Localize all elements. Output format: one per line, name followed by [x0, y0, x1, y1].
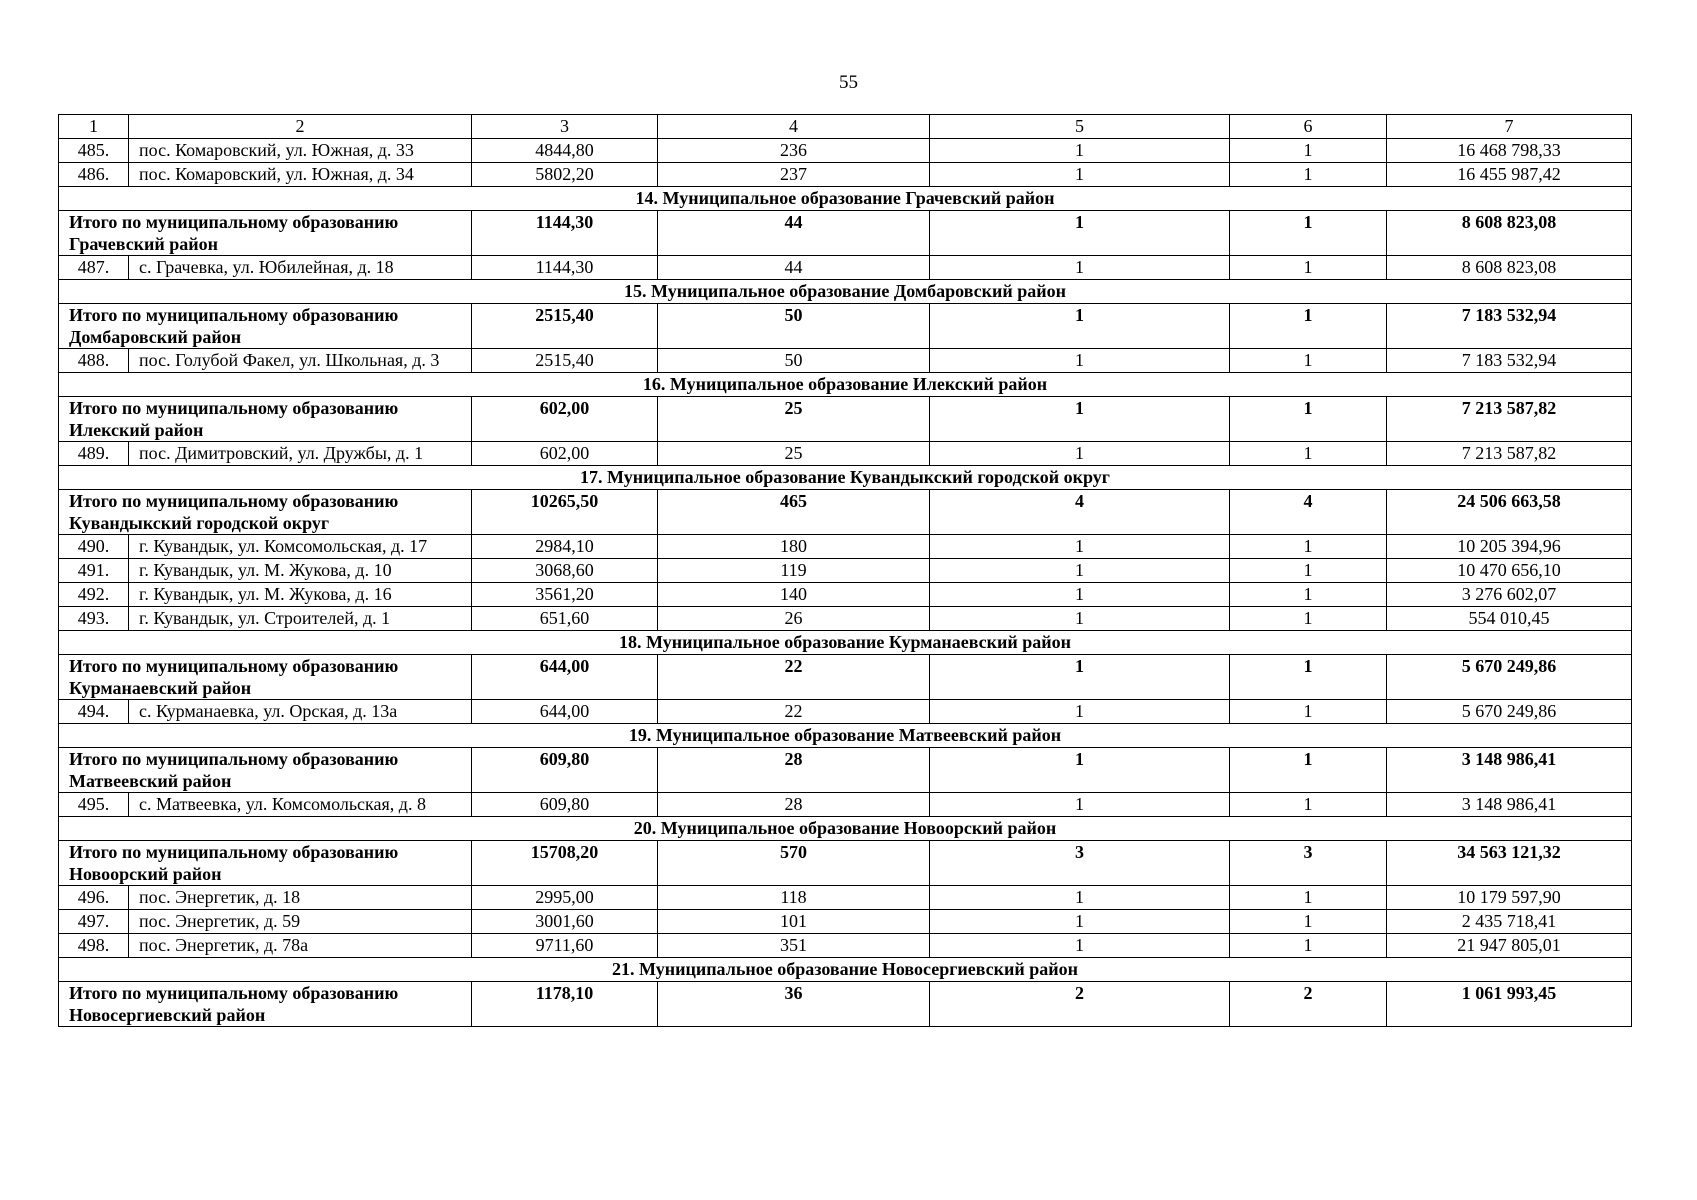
section-title: 20. Муниципальное образование Новоорский район	[59, 817, 1632, 841]
table-cell: 237	[658, 163, 930, 187]
table-cell: 25	[658, 442, 930, 466]
table-cell: 651,60	[472, 607, 658, 631]
column-header: 6	[1230, 115, 1387, 139]
data-table	[58, 114, 1632, 1027]
total-cell: 10265,50	[472, 490, 658, 535]
total-cell: 7 183 532,94	[1387, 304, 1632, 349]
section-title: 16. Муниципальное образование Илекский район	[59, 373, 1632, 397]
total-cell: 1144,30	[472, 211, 658, 256]
table-cell: г. Кувандык, ул. М. Жукова, д. 10	[129, 559, 472, 583]
table-cell: 21 947 805,01	[1387, 934, 1632, 958]
table-cell: пос. Энергетик, д. 59	[129, 910, 472, 934]
table-cell: 490.	[59, 535, 129, 559]
table-cell: 101	[658, 910, 930, 934]
column-header: 7	[1387, 115, 1632, 139]
table-cell: 10 179 597,90	[1387, 886, 1632, 910]
total-label: Итого по муниципальному образованию Грачевский район	[59, 211, 472, 256]
section-title: 18. Муниципальное образование Курманаевский район	[59, 631, 1632, 655]
section-header-row	[59, 373, 1632, 397]
table-cell: с. Грачевка, ул. Юбилейная, д. 18	[129, 256, 472, 280]
total-cell: 4	[930, 490, 1230, 535]
total-cell: 36	[658, 982, 930, 1027]
total-cell: 8 608 823,08	[1387, 211, 1632, 256]
total-cell: 15708,20	[472, 841, 658, 886]
section-header-row	[59, 466, 1632, 490]
table-cell: 8 608 823,08	[1387, 256, 1632, 280]
table-cell: 488.	[59, 349, 129, 373]
table-cell: 487.	[59, 256, 129, 280]
section-title: 21. Муниципальное образование Новосергиевский район	[59, 958, 1632, 982]
total-label: Итого по муниципальному образованию Новоорский район	[59, 841, 472, 886]
table-cell: 351	[658, 934, 930, 958]
table-cell: 2995,00	[472, 886, 658, 910]
table-cell: пос. Димитровский, ул. Дружбы, д. 1	[129, 442, 472, 466]
total-cell: 34 563 121,32	[1387, 841, 1632, 886]
table-cell: 1	[930, 559, 1230, 583]
table-cell: 498.	[59, 934, 129, 958]
table-cell: г. Кувандык, ул. Строителей, д. 1	[129, 607, 472, 631]
table-row	[59, 256, 1632, 280]
table-cell: 10 205 394,96	[1387, 535, 1632, 559]
total-row	[59, 982, 1632, 1027]
section-title: 17. Муниципальное образование Кувандыкский городской округ	[59, 466, 1632, 490]
table-cell: 495.	[59, 793, 129, 817]
table-cell: 1	[1230, 910, 1387, 934]
table-cell: 1	[930, 535, 1230, 559]
total-cell: 2	[930, 982, 1230, 1027]
table-row	[59, 700, 1632, 724]
table-cell: 2 435 718,41	[1387, 910, 1632, 934]
total-row	[59, 748, 1632, 793]
total-cell: 1	[930, 211, 1230, 256]
total-label: Итого по муниципальному образованию Новосергиевский район	[59, 982, 472, 1027]
table-row	[59, 607, 1632, 631]
table-cell: 22	[658, 700, 930, 724]
total-row	[59, 304, 1632, 349]
table-cell: 1	[930, 349, 1230, 373]
total-row	[59, 655, 1632, 700]
table-cell: 1	[1230, 793, 1387, 817]
table-cell: 26	[658, 607, 930, 631]
total-cell: 1	[930, 397, 1230, 442]
table-row	[59, 535, 1632, 559]
table-cell: 16 468 798,33	[1387, 139, 1632, 163]
total-label: Итого по муниципальному образованию Домбаровский район	[59, 304, 472, 349]
table-row	[59, 163, 1632, 187]
total-cell: 1	[1230, 655, 1387, 700]
total-cell: 1	[930, 748, 1230, 793]
table-row	[59, 934, 1632, 958]
table-cell: пос. Энергетик, д. 18	[129, 886, 472, 910]
table-cell: 140	[658, 583, 930, 607]
table-cell: пос. Голубой Факел, ул. Школьная, д. 3	[129, 349, 472, 373]
total-cell: 465	[658, 490, 930, 535]
section-header-row	[59, 280, 1632, 304]
column-header: 5	[930, 115, 1230, 139]
table-cell: 1	[1230, 559, 1387, 583]
total-cell: 1 061 993,45	[1387, 982, 1632, 1027]
section-header-row	[59, 631, 1632, 655]
table-cell: 5802,20	[472, 163, 658, 187]
table-cell: 1	[930, 607, 1230, 631]
total-cell: 1	[1230, 397, 1387, 442]
table-cell: 1	[1230, 256, 1387, 280]
column-header-row	[59, 115, 1632, 139]
table-cell: 497.	[59, 910, 129, 934]
total-cell: 7 213 587,82	[1387, 397, 1632, 442]
section-title: 19. Муниципальное образование Матвеевский район	[59, 724, 1632, 748]
table-cell: 496.	[59, 886, 129, 910]
table-cell: 485.	[59, 139, 129, 163]
table-cell: 1	[930, 583, 1230, 607]
table-cell: 1	[930, 700, 1230, 724]
column-header: 1	[59, 115, 129, 139]
table-row	[59, 910, 1632, 934]
total-cell: 1	[1230, 211, 1387, 256]
section-title: 14. Муниципальное образование Грачевский район	[59, 187, 1632, 211]
total-cell: 644,00	[472, 655, 658, 700]
table-cell: 50	[658, 349, 930, 373]
table-cell: 3001,60	[472, 910, 658, 934]
total-cell: 4	[1230, 490, 1387, 535]
total-cell: 22	[658, 655, 930, 700]
table-cell: 1	[1230, 442, 1387, 466]
table-cell: 1144,30	[472, 256, 658, 280]
table-cell: 7 213 587,82	[1387, 442, 1632, 466]
total-cell: 1	[1230, 748, 1387, 793]
table-cell: с. Матвеевка, ул. Комсомольская, д. 8	[129, 793, 472, 817]
page-number: 55	[839, 72, 858, 93]
table-cell: 44	[658, 256, 930, 280]
table-cell: с. Курманаевка, ул. Орская, д. 13а	[129, 700, 472, 724]
table-cell: 489.	[59, 442, 129, 466]
table-cell: 1	[1230, 535, 1387, 559]
table-cell: 602,00	[472, 442, 658, 466]
table-cell: 16 455 987,42	[1387, 163, 1632, 187]
total-label: Итого по муниципальному образованию Кувандыкский городской округ	[59, 490, 472, 535]
column-header: 3	[472, 115, 658, 139]
total-cell: 570	[658, 841, 930, 886]
table-cell: 7 183 532,94	[1387, 349, 1632, 373]
total-cell: 25	[658, 397, 930, 442]
total-cell: 609,80	[472, 748, 658, 793]
total-cell: 3 148 986,41	[1387, 748, 1632, 793]
table-body	[59, 115, 1632, 1027]
table-cell: 9711,60	[472, 934, 658, 958]
table-row	[59, 583, 1632, 607]
table-cell: 10 470 656,10	[1387, 559, 1632, 583]
table-cell: пос. Комаровский, ул. Южная, д. 34	[129, 163, 472, 187]
table-cell: 1	[930, 910, 1230, 934]
table-cell: 4844,80	[472, 139, 658, 163]
table-cell: г. Кувандык, ул. М. Жукова, д. 16	[129, 583, 472, 607]
table-cell: 1	[930, 886, 1230, 910]
table-row	[59, 349, 1632, 373]
table-cell: пос. Энергетик, д. 78а	[129, 934, 472, 958]
table-cell: 118	[658, 886, 930, 910]
table-cell: 1	[1230, 700, 1387, 724]
section-header-row	[59, 817, 1632, 841]
total-cell: 44	[658, 211, 930, 256]
total-label: Итого по муниципальному образованию Курманаевский район	[59, 655, 472, 700]
section-title: 15. Муниципальное образование Домбаровский район	[59, 280, 1632, 304]
column-header: 2	[129, 115, 472, 139]
total-label: Итого по муниципальному образованию Матвеевский район	[59, 748, 472, 793]
table-cell: 644,00	[472, 700, 658, 724]
table-cell: 494.	[59, 700, 129, 724]
table-cell: 2515,40	[472, 349, 658, 373]
total-cell: 24 506 663,58	[1387, 490, 1632, 535]
total-cell: 28	[658, 748, 930, 793]
total-cell: 1	[930, 655, 1230, 700]
table-cell: 3 148 986,41	[1387, 793, 1632, 817]
total-cell: 602,00	[472, 397, 658, 442]
total-cell: 2515,40	[472, 304, 658, 349]
table-cell: 119	[658, 559, 930, 583]
section-header-row	[59, 724, 1632, 748]
table-cell: 1	[1230, 886, 1387, 910]
table-cell: 1	[1230, 349, 1387, 373]
table-cell: 1	[930, 256, 1230, 280]
table-cell: 609,80	[472, 793, 658, 817]
total-row	[59, 211, 1632, 256]
section-header-row	[59, 958, 1632, 982]
table-cell: 493.	[59, 607, 129, 631]
table-cell: 1	[930, 934, 1230, 958]
total-cell: 50	[658, 304, 930, 349]
table-cell: 180	[658, 535, 930, 559]
table-cell: 486.	[59, 163, 129, 187]
total-cell: 3	[930, 841, 1230, 886]
table-cell: 236	[658, 139, 930, 163]
section-header-row	[59, 187, 1632, 211]
column-header: 4	[658, 115, 930, 139]
table-cell: 5 670 249,86	[1387, 700, 1632, 724]
table-cell: 1	[930, 442, 1230, 466]
table-row	[59, 559, 1632, 583]
total-label: Итого по муниципальному образованию Илекский район	[59, 397, 472, 442]
table-cell: 1	[1230, 607, 1387, 631]
total-cell: 1	[930, 304, 1230, 349]
total-row	[59, 397, 1632, 442]
table-cell: 1	[1230, 163, 1387, 187]
table-cell: 3 276 602,07	[1387, 583, 1632, 607]
total-row	[59, 490, 1632, 535]
table-cell: 1	[930, 163, 1230, 187]
total-cell: 5 670 249,86	[1387, 655, 1632, 700]
table-cell: 2984,10	[472, 535, 658, 559]
table-cell: пос. Комаровский, ул. Южная, д. 33	[129, 139, 472, 163]
table-cell: 1	[1230, 583, 1387, 607]
table-row	[59, 886, 1632, 910]
table-cell: 28	[658, 793, 930, 817]
table-row	[59, 442, 1632, 466]
total-row	[59, 841, 1632, 886]
table-cell: 3561,20	[472, 583, 658, 607]
table-cell: 3068,60	[472, 559, 658, 583]
total-cell: 2	[1230, 982, 1387, 1027]
table-row	[59, 793, 1632, 817]
table-row	[59, 139, 1632, 163]
total-cell: 1178,10	[472, 982, 658, 1027]
table-cell: 491.	[59, 559, 129, 583]
table-cell: 1	[930, 139, 1230, 163]
table-cell: 1	[1230, 139, 1387, 163]
table-cell: 492.	[59, 583, 129, 607]
total-cell: 3	[1230, 841, 1387, 886]
table-cell: 1	[930, 793, 1230, 817]
total-cell: 1	[1230, 304, 1387, 349]
table-cell: 1	[1230, 934, 1387, 958]
table-cell: г. Кувандык, ул. Комсомольская, д. 17	[129, 535, 472, 559]
table-cell: 554 010,45	[1387, 607, 1632, 631]
